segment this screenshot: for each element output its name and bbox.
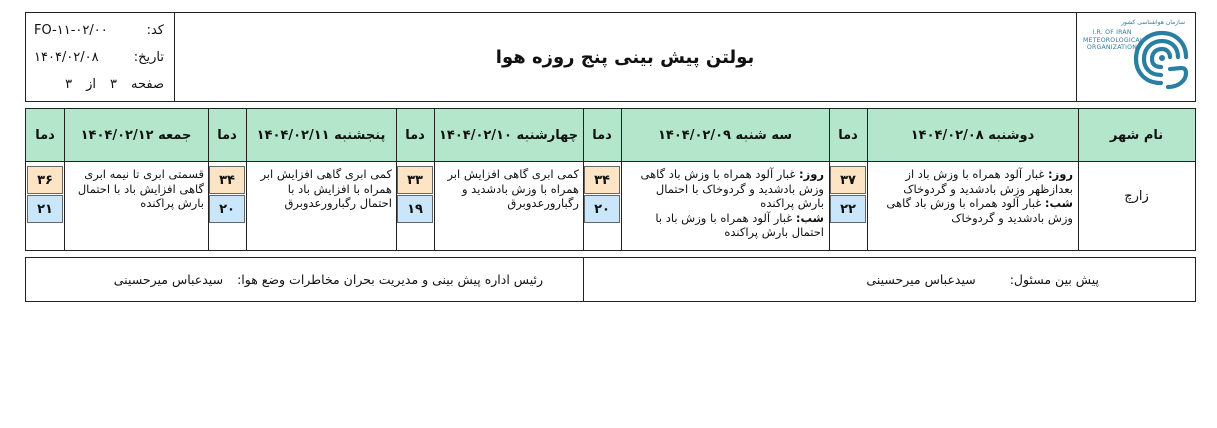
min-temp-mon: ۲۲ <box>830 195 866 223</box>
forecaster-name: سیدعباس میرحسینی <box>866 272 976 287</box>
logo-line-3: ORGANIZATION <box>1086 44 1138 51</box>
code-row <box>34 23 164 38</box>
logo-spiral-icon <box>1132 25 1190 91</box>
city-name: زارچ <box>1124 189 1149 204</box>
night-tag-mon: شب: <box>1044 196 1073 210</box>
night-text-mon: غبار آلود همراه با وزش باد گاهی وزش بادشدید و گردوخاک <box>886 196 1073 225</box>
signature-footer <box>25 257 1196 302</box>
min-temp-thu: ۲۰ <box>209 195 245 223</box>
date-label: تاریخ: <box>133 50 164 65</box>
head-name: سیدعباس میرحسینی <box>113 272 224 287</box>
bulletin-header <box>25 12 1196 102</box>
temp-header-tue: دما <box>592 127 612 143</box>
date-row <box>34 50 164 65</box>
min-temp-tue: ۲۰ <box>584 195 620 223</box>
day-header-thu: پنجشنبه ۱۴۰۴/۰۲/۱۱ <box>256 127 386 143</box>
min-temp-fri: ۲۱ <box>27 195 63 223</box>
temp-header-mon: دما <box>838 127 858 143</box>
max-temp-wed: ۳۳ <box>397 166 433 194</box>
day-header-wed: چهارشنبه ۱۴۰۴/۰۲/۱۰ <box>438 127 579 143</box>
forecaster-block <box>583 258 1195 301</box>
forecaster-label: پیش بین مسئول: <box>1009 272 1099 287</box>
logo-line-1: I.R. OF IRAN <box>1092 29 1132 36</box>
day-header-tue: سه شنبه ۱۴۰۴/۰۲/۰۹ <box>658 127 792 143</box>
code-value: FO-۱۱-۰۲/۰۰ <box>34 23 108 38</box>
page-current: ۳ <box>110 77 118 92</box>
forecast-fri: قسمتی ابری تا نیمه ابری گاهی افزایش باد با احتمال بارش پراکنده <box>77 167 204 210</box>
day-tag-tue: روز: <box>799 167 824 181</box>
max-temp-fri: ۳۶ <box>27 166 63 194</box>
page-label: صفحه <box>131 77 164 92</box>
night-tag-tue: شب: <box>795 210 824 225</box>
head-block <box>26 258 583 301</box>
temp-header-thu: دما <box>217 127 237 143</box>
night-text-tue: غبار آلود همراه با وزش باد با احتمال بارش پراکنده <box>655 210 824 239</box>
forecast-wed: کمی ابری گاهی افزایش ابر همراه با وزش بادشدید و رگبارورعدوبرق <box>447 167 579 210</box>
forecast-thu: کمی ابری گاهی افزایش ابر همراه با افزایش باد با احتمال رگبارورعدوبرق <box>260 167 392 210</box>
logo-text-fa: سازمان هواشناسی کشور <box>1121 19 1185 26</box>
day-text-mon: غبار آلود همراه با وزش باد از بعدازظهر وزش بادشدید و گردوخاک <box>903 167 1073 196</box>
max-temp-tue: ۳۴ <box>584 166 620 194</box>
day-header-fri: جمعه ۱۴۰۴/۰۲/۱۲ <box>80 127 192 143</box>
min-temp-wed: ۱۹ <box>397 195 433 223</box>
page-of: از <box>86 77 97 92</box>
temp-header-fri: دما <box>35 127 55 143</box>
max-temp-thu: ۳۴ <box>209 166 245 194</box>
day-tag-mon: روز: <box>1048 167 1073 181</box>
city-header: نام شهر <box>1109 127 1164 143</box>
head-label: رئیس اداره پیش بینی و مدیریت بحران مخاطرات وضع هوا: <box>237 272 543 287</box>
forecast-table <box>25 108 1196 251</box>
code-label: کد: <box>146 23 164 38</box>
page-title: بولتن پیش بینی پنج روزه هوا <box>174 13 1077 101</box>
forecast-mon <box>873 167 1073 225</box>
logo-line-2: METEOROLOGICAL <box>1083 36 1144 44</box>
day-header-mon: دوشنبه ۱۴۰۴/۰۲/۰۸ <box>910 127 1035 143</box>
meteorological-logo <box>1077 13 1195 101</box>
max-temp-mon: ۳۷ <box>830 166 866 194</box>
document-info <box>26 13 175 101</box>
page-total: ۳ <box>65 77 73 92</box>
temp-header-wed: دما <box>405 127 425 143</box>
date-value: ۱۴۰۴/۰۲/۰۸ <box>34 50 99 65</box>
day-text-tue: غبار آلود همراه با وزش باد گاهی وزش بادشدید و گردوخاک با احتمال بارش پراکنده <box>640 167 824 210</box>
page-row <box>34 77 164 92</box>
forecast-tue <box>626 167 824 240</box>
